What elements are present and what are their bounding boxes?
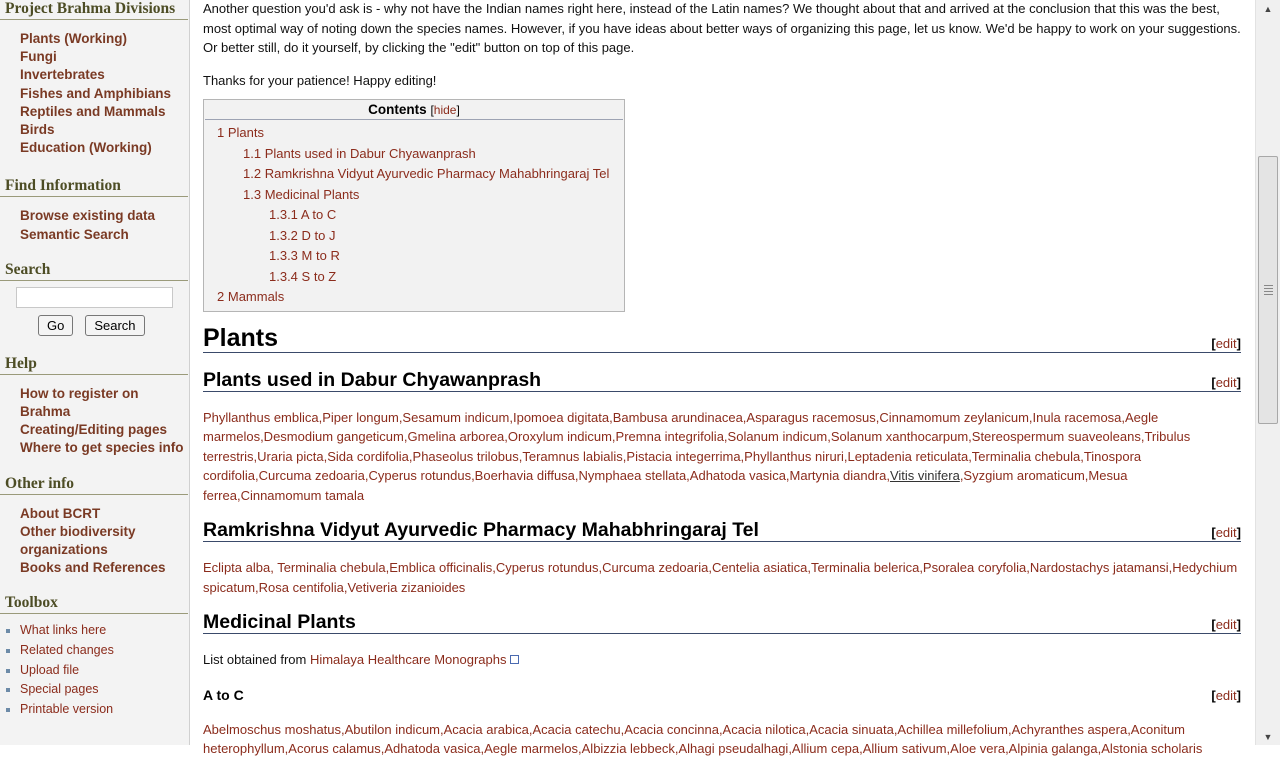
toolbox-link-printable[interactable]: Printable version (20, 701, 114, 716)
edit-link-medicinal[interactable]: edit (1215, 617, 1237, 632)
heading-a-to-c: A to C (203, 686, 244, 703)
sidebar-link-birds[interactable]: Birds (20, 122, 55, 138)
section-header-plants (203, 324, 1241, 353)
sidebar-link-other-orgs[interactable]: Other biodiversity organizations (20, 523, 136, 558)
toolbox-item-what-links[interactable] (20, 621, 189, 641)
edit-close: ] (1236, 687, 1241, 703)
toc-link-ramkrishna[interactable] (243, 166, 609, 181)
grip-line (1264, 294, 1273, 295)
sidebar-link-fishes[interactable]: Fishes and Amphibians (20, 85, 172, 101)
edit-link-ramkrishna[interactable]: edit (1215, 525, 1237, 540)
sidebar-item-species-info[interactable] (20, 439, 189, 457)
external-link-icon (510, 655, 519, 664)
other-heading: Other info (0, 475, 188, 495)
sidebar-item-fungi[interactable] (20, 48, 189, 66)
toc-label: Medicinal Plants (264, 186, 360, 202)
toc-num: 1.3 (243, 186, 262, 202)
sidebar-item-birds[interactable] (20, 121, 189, 139)
toc-label: S to Z (301, 268, 337, 284)
edit-open: [ (1211, 335, 1216, 351)
find-heading: Find Information (0, 177, 188, 197)
dabur-plant-list (203, 408, 1241, 506)
edit-close: ] (1236, 617, 1241, 632)
sidebar-item-invertebrates[interactable] (20, 66, 189, 84)
medicinal-source (203, 650, 1241, 670)
toc-num: 1.3.4 (269, 268, 298, 284)
toolbox-item-printable[interactable] (20, 700, 189, 720)
search-portlet (0, 261, 189, 336)
toc-item[interactable] (217, 246, 624, 267)
toolbox-item-upload[interactable] (20, 661, 189, 681)
sidebar-link-register[interactable]: How to register on Brahma (20, 385, 139, 420)
toolbox-link-related[interactable]: Related changes (20, 643, 114, 658)
toc-hide-link[interactable]: hide (433, 103, 457, 117)
toc-num: 1.2 (243, 166, 262, 181)
sidebar-link-plants[interactable]: Plants (Working) (20, 31, 128, 46)
scroll-down-arrow-icon[interactable]: ▼ (1263, 731, 1273, 742)
help-heading: Help (0, 355, 188, 375)
vertical-scrollbar[interactable] (1255, 0, 1280, 745)
search-heading: Search (0, 261, 188, 281)
other-portlet (0, 475, 189, 578)
toc-link-s-to-z[interactable] (269, 269, 336, 284)
sidebar-link-editing[interactable]: Creating/Editing pages (20, 422, 168, 438)
edit-close: ] (1236, 525, 1241, 540)
sidebar-link-books[interactable]: Books and References (20, 560, 166, 576)
intro-paragraph: Another question you'd ask is - why not have the Indian names right here, instead of the Latin names? We thought about that and arrived at the conclusion that this was the best, most optimal way of noting down the species names. However, if you have ideas about better ways of organizing this page, let us know. We'd be happy to work on your suggestions. Or better still, do it yourself, by clicking the "edit" button on top of this page. (203, 1, 1241, 55)
divisions-heading: Project Brahma Divisions (0, 0, 188, 20)
sidebar-item-browse[interactable] (20, 207, 189, 225)
sidebar-item-register[interactable] (20, 385, 189, 421)
vitis-vinifera-link[interactable]: Vitis vinifera (889, 468, 960, 483)
himalaya-link[interactable]: Himalaya Healthcare Monographs (309, 652, 507, 667)
sidebar-link-about[interactable]: About BCRT (20, 505, 101, 521)
sidebar-item-plants[interactable] (20, 30, 189, 48)
toc-link-medicinal[interactable] (243, 187, 359, 202)
toc-link-mammals[interactable] (217, 289, 284, 304)
edit-section (1211, 688, 1241, 703)
medicinal-source-text: List obtained from (203, 652, 310, 667)
section-header-medicinal (203, 611, 1241, 634)
grip-line (1264, 288, 1273, 289)
toc-item[interactable] (217, 123, 624, 144)
scroll-up-arrow-icon[interactable]: ▲ (1263, 3, 1273, 14)
edit-link-plants[interactable]: edit (1215, 335, 1237, 351)
heading-medicinal: Medicinal Plants (203, 611, 356, 633)
section-header-dabur (203, 369, 1241, 392)
toc-item[interactable] (217, 205, 624, 226)
toc-link-d-to-j[interactable] (269, 228, 336, 243)
toc-item[interactable] (217, 267, 624, 288)
toolbox-link-what-links[interactable]: What links here (20, 623, 107, 638)
sidebar-item-editing[interactable] (20, 421, 189, 439)
toolbox-link-special[interactable]: Special pages (20, 682, 99, 697)
table-of-contents (203, 99, 625, 312)
grip-line (1264, 285, 1273, 286)
toc-link-a-to-c[interactable] (269, 207, 336, 222)
toc-label: M to R (301, 248, 340, 263)
go-button[interactable]: Go (38, 315, 73, 336)
heading-dabur: Plants used in Dabur Chyawanprash (203, 368, 542, 391)
edit-open: [ (1211, 617, 1216, 632)
edit-open: [ (1211, 525, 1216, 540)
sidebar-item-education[interactable] (20, 139, 189, 157)
search-input[interactable] (16, 287, 173, 308)
toc-label: Plants (227, 125, 264, 140)
toc-num: 1.3.1 (269, 207, 298, 222)
toc-num: 1.3.2 (269, 227, 298, 243)
main-content (203, 0, 1241, 756)
toc-label: A to C (300, 207, 337, 222)
toc-title: Contents (368, 102, 427, 117)
sidebar-link-invertebrates[interactable]: Invertebrates (20, 67, 105, 83)
toolbox-item-related[interactable] (20, 641, 189, 661)
toc-item[interactable] (217, 164, 624, 185)
toolbox-portlet (0, 594, 189, 719)
edit-open: [ (1211, 687, 1216, 703)
sidebar-item-semantic-search[interactable] (20, 226, 189, 244)
edit-section (1211, 617, 1241, 632)
help-portlet (0, 355, 189, 458)
edit-link-a-to-c[interactable]: edit (1215, 687, 1237, 703)
search-button[interactable]: Search (85, 315, 144, 336)
sidebar-link-species-info[interactable]: Where to get species info (20, 440, 184, 456)
dabur-list-text-a[interactable]: Phyllanthus emblica,Piper longum,Sesamum indicum,Ipomoea digitata,Bambusa arundinacea,Asparagus racemosus,Cinnamomum zeylanicum,Inula racemosa,Aegle marmelos,Desmodium gangeticum,Gmelina arborea,Oroxylum indicum,Premna integrifolia,Solanum indicum,Solanum xanthocarpum,Stereospermum suaveoleans,Tribulus terrestris,Uraria picta,Sida cordifolia,Phaseolus trilobus,Teramnus labialis,Pistacia integerrima,Phyllanthus niruri,Leptadenia reticulata,Terminalia chebula,Tinospora cordifolia,Curcuma zedoaria,Cyperus rotundus,Boerhavia diffusa,Nymphaea stellata,Adhatoda vasica,Martynia diandra, (203, 409, 1191, 483)
sidebar-item-books[interactable] (20, 559, 189, 577)
toc-item[interactable] (217, 287, 624, 308)
toc-label: Plants used in Dabur Chyawanprash (264, 145, 476, 161)
toc-item[interactable] (217, 144, 624, 165)
toc-num: 1.3.3 (269, 248, 298, 263)
section-header-ramkrishna (203, 519, 1241, 542)
edit-close: ] (1236, 374, 1241, 390)
edit-section (1211, 375, 1241, 390)
toc-link-m-to-r[interactable] (269, 248, 340, 263)
toc-label: Mammals (227, 289, 285, 304)
sidebar-item-fishes[interactable] (20, 85, 189, 103)
toc-hide-open: [ (430, 103, 434, 117)
sidebar-item-other-orgs[interactable] (20, 523, 189, 559)
edit-close: ] (1236, 335, 1241, 351)
dabur-list-text-b[interactable]: ,Syzgium aromaticum,Mesua ferrea,Cinnamomum tamala (203, 468, 1128, 503)
toc-num: 1.1 (243, 145, 262, 161)
scroll-thumb[interactable] (1258, 156, 1278, 424)
sidebar-link-reptiles[interactable]: Reptiles and Mammals (20, 103, 166, 119)
edit-section (1211, 525, 1241, 540)
sidebar-link-education[interactable]: Education (Working) (20, 140, 152, 156)
toc-num: 1 (217, 125, 225, 140)
grip-line (1264, 291, 1273, 292)
sidebar (0, 0, 190, 745)
toc-hide-close: ] (456, 103, 460, 117)
sidebar-link-browse[interactable]: Browse existing data (20, 208, 156, 224)
sidebar-item-reptiles[interactable] (20, 103, 189, 121)
toc-hide-wrapper (430, 103, 459, 117)
toc-link-dabur[interactable] (243, 146, 476, 161)
find-portlet (0, 177, 189, 243)
heading-ramkrishna: Ramkrishna Vidyut Ayurvedic Pharmacy Mahabhringaraj Tel (203, 519, 759, 541)
toc-title-row (205, 102, 623, 120)
toc-item[interactable] (217, 185, 624, 206)
edit-open: [ (1211, 374, 1216, 390)
toolbox-heading: Toolbox (0, 594, 188, 614)
sidebar-link-fungi[interactable]: Fungi (20, 49, 57, 65)
divisions-portlet (0, 0, 189, 157)
thanks-paragraph: Thanks for your patience! Happy editing! (203, 72, 437, 88)
toc-num: 2 (217, 289, 225, 304)
toolbox-link-upload[interactable]: Upload file (20, 662, 80, 677)
a-to-c-list-text[interactable]: Abelmoschus moshatus,Abutilon indicum,Acacia arabica,Acacia catechu,Acacia concinna,Acacia nilotica,Acacia sinuata,Achillea millefolium,Achyranthes aspera,Aconitum heterophyllum,Acorus calamus,Adhatoda vasica,Aegle marmelos,Albizzia lebbeck,Alhagi pseudalhagi,Allium cepa,Allium sativum,Aloe vera,Alpinia galanga,Alstonia scholaris (203, 721, 1203, 756)
edit-section (1211, 336, 1241, 351)
heading-plants: Plants (203, 323, 279, 352)
a-to-c-plant-list (203, 720, 1241, 759)
section-header-a-to-c (203, 686, 1241, 704)
toc-item[interactable] (217, 226, 624, 247)
ramkrishna-list-text[interactable]: Eclipta alba, Terminalia chebula,Emblica officinalis,Cyperus rotundus,Curcuma zedoaria,Centelia asiatica,Terminalia belerica,Psoralea coryfolia,Nardostachys jatamansi,Hedychium spicatum,Rosa centifolia,Vetiveria zizanioides (203, 560, 1238, 595)
sidebar-link-semantic-search[interactable]: Semantic Search (20, 226, 129, 242)
toc-label: D to J (301, 227, 336, 243)
edit-link-dabur[interactable]: edit (1215, 374, 1237, 390)
toolbox-item-special[interactable] (20, 680, 189, 700)
ramkrishna-plant-list (203, 558, 1241, 597)
toc-link-plants[interactable] (217, 125, 264, 140)
toc-label: Ramkrishna Vidyut Ayurvedic Pharmacy Mahabhringaraj Tel (264, 166, 610, 181)
sidebar-item-about[interactable] (20, 505, 189, 523)
